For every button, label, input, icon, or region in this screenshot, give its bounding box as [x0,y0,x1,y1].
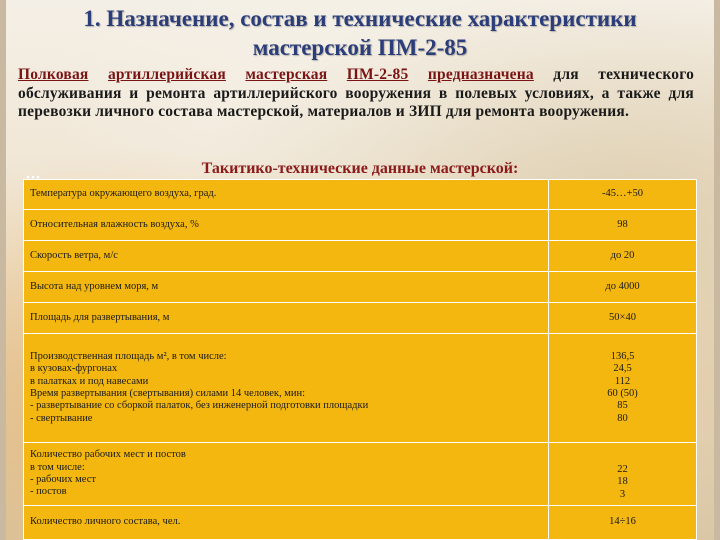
spec-label-cell [24,303,549,334]
table-row [24,272,697,303]
spec-label-line: в кузовах-фургонах [30,363,118,375]
page-title [20,4,700,62]
spec-label-cell [24,506,549,540]
spec-label-line: Производственная площадь м², в том числе: [30,350,227,362]
spec-value-line: до 4000 [605,280,640,292]
spec-value-cell [549,241,697,272]
specs-table [23,179,697,540]
intro-underlined-word: ПМ-2-85 [346,66,409,83]
spec-value-line: 3 [619,488,626,500]
spec-label-line: Площадь для развертывания, м [30,311,170,323]
spec-label-line: в палатках и под навесами [30,375,149,387]
spec-value-cell [549,303,697,334]
spec-value-line: 18 [617,476,628,488]
title-line-2: мастерской ПМ-2-85 [252,35,468,60]
specs-subtitle: Такитико-технические данные мастерской: [201,160,519,177]
table-row [24,506,697,540]
table-row [24,443,697,506]
table-row [24,303,697,334]
spec-label-cell [24,241,549,272]
spec-label-line: - свертывание [30,412,93,424]
intro-text: для технического обслуживания и ремонта артиллерийского вооружения в полевых условиях, а также для перевозки личного состава мастерской, материалов и ЗИП для ремонта вооружения. [18,66,695,121]
spec-value-line: 112 [614,375,631,387]
spec-label-line: Скорость ветра, м/с [30,249,118,261]
right-frame-border [714,0,720,540]
spec-label-line: - развертывание со сборкой палаток, без инженерной подготовки площадки [30,400,369,412]
spec-label-cell [24,443,549,506]
spec-label-cell [24,334,549,443]
spec-value-line: 50×40 [609,311,636,323]
table-row [24,334,697,443]
spec-value-cell [549,334,697,443]
spec-value-line: 85 [617,400,628,412]
intro-underlined-word: артиллерийская [107,66,226,83]
spec-value-cell [549,272,697,303]
spec-label-line: Количество рабочих мест и постов [30,449,186,461]
spec-value-cell [549,443,697,506]
spec-label-line: Высота над уровнем моря, м [30,280,159,292]
spec-value-cell [549,210,697,241]
spec-value-line: -45…+50 [602,188,643,200]
spec-value-line: 98 [617,218,628,230]
spec-label-cell [24,210,549,241]
spec-label-line: в том числе: [30,461,85,473]
spec-label-line: Время развертывания (свертывания) силами 14 человек, мин: [30,388,306,399]
spec-value-line: до 20 [610,249,635,261]
spec-value-line: 60 (50) [607,388,638,399]
spec-value-line: 14÷16 [609,516,636,528]
intro-underlined-word: предназначена [427,66,534,83]
spec-label-line: Относительная влажность воздуха, % [30,218,199,230]
spec-label-line: - постов [30,486,67,498]
spec-value-line: 80 [617,412,628,424]
spec-value-cell [549,506,697,540]
table-row [24,180,697,210]
spec-label-cell [24,180,549,210]
spec-value-cell [549,180,697,210]
spec-label-line: - рабочих мест [30,474,96,485]
table-row [24,210,697,241]
spec-label-line: Температура окружающего воздуха, град. [30,188,217,200]
spec-label-cell [24,272,549,303]
table-row [24,241,697,272]
intro-underlined-word: мастерская [245,66,328,83]
intro-underlined-word: Полковая [18,66,89,83]
spec-value-line: 22 [617,463,628,475]
specs-table-body [24,180,697,540]
spec-label-line: Количество личного состава, чел. [30,516,181,528]
left-frame-border [0,0,6,540]
spec-value-line: 136,5 [610,350,635,362]
spec-value-line: 24,5 [613,363,632,375]
intro-paragraph [18,66,694,122]
title-line-1: 1. Назначение, состав и технические характеристики [83,6,637,31]
